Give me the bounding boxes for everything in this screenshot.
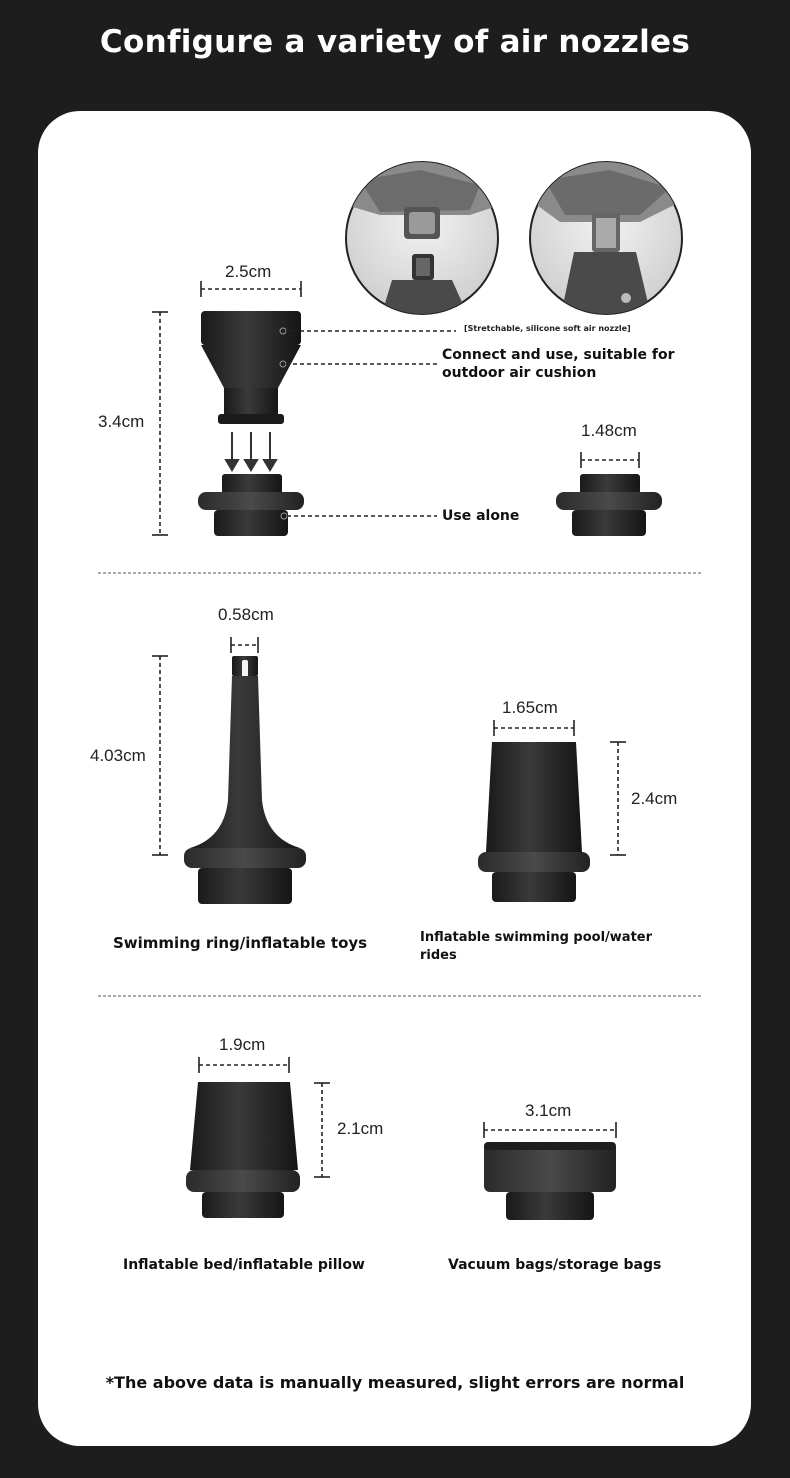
pool-label-line2: rides [420,948,457,963]
pool-label-line1: Inflatable swimming pool/water [420,930,653,945]
dim-height-2-1cm: 2.1cm [337,1119,384,1138]
vacuum-bag-label: Vacuum bags/storage bags [448,1257,662,1273]
dim-width-2-5cm: 2.5cm [225,262,272,281]
dim-height-3-4cm: 3.4cm [98,412,145,431]
photo-nozzle-detached [346,160,500,320]
dim-height-2-4cm: 2.4cm [631,789,678,808]
needle-nozzle [184,656,306,904]
pool-nozzle [478,742,590,902]
dim-width-3-1cm: 3.1cm [525,1101,572,1120]
dim-height-4-03cm: 4.03cm [90,746,146,765]
down-arrows [226,432,276,470]
connect-label-line1: Connect and use, suitable for [442,347,675,363]
bed-pillow-label: Inflatable bed/inflatable pillow [123,1257,365,1273]
connect-label-line2: outdoor air cushion [442,365,597,381]
photo-caption: [Stretchable, silicone soft air nozzle] [464,324,631,333]
measurement-footnote: *The above data is manually measured, slight errors are normal [105,1373,685,1392]
page-title: Configure a variety of air nozzles [99,24,691,60]
dim-width-1-48cm: 1.48cm [581,421,637,440]
dim-width-0-58cm: 0.58cm [218,605,274,624]
base-nozzle-left [198,474,304,536]
base-nozzle-right [556,474,662,536]
photo-nozzle-connected [530,160,684,320]
use-alone-label: Use alone [442,508,520,524]
funnel-adapter [201,311,301,424]
vacuum-bag-nozzle [484,1142,616,1220]
bed-nozzle [186,1082,300,1218]
dim-width-1-65cm: 1.65cm [502,698,558,717]
dim-width-1-9cm: 1.9cm [219,1035,266,1054]
swimming-ring-label: Swimming ring/inflatable toys [113,934,368,952]
